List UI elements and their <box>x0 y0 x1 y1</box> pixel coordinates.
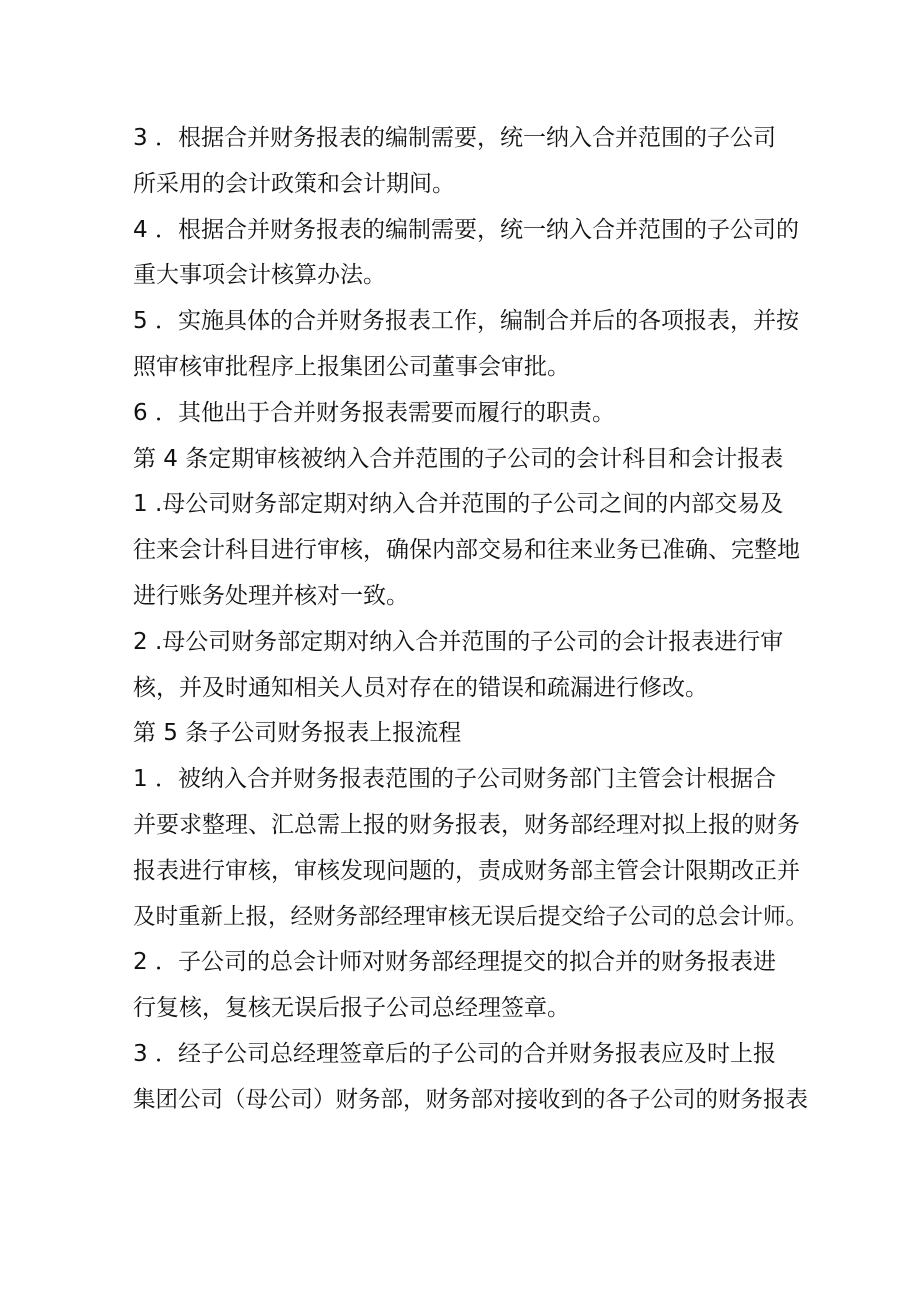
paragraph-line: 行复核，复核无误后报子公司总经理签章。 <box>133 995 570 1022</box>
paragraph-line: 及时重新上报，经财务部经理审核无误后提交给子公司的总会计师。 <box>133 903 809 930</box>
document-body <box>133 116 809 1124</box>
paragraph-line: 4 ．根据合并财务报表的编制需要，统一纳入合并范围的子公司的 <box>133 216 799 243</box>
paragraph-line: 照审核审批程序上报集团公司董事会审批。 <box>133 353 570 380</box>
paragraph-line: 进行账务处理并核对一致。 <box>133 582 409 609</box>
paragraph-line: 报表进行审核，审核发现问题的，责成财务部主管会计限期改正并 <box>133 857 800 884</box>
paragraph-line: 6 ．其他出于合并财务报表需要而履行的职责。 <box>133 399 615 426</box>
paragraph-line: 3 ．经子公司总经理签章后的子公司的合并财务报表应及时上报 <box>133 1040 776 1067</box>
section-heading: 第 4 条定期审核被纳入合并范围的子公司的会计科目和会计报表 <box>133 445 784 472</box>
section-heading: 第 5 条子公司财务报表上报流程 <box>133 720 462 747</box>
paragraph-line: 5 ．实施具体的合并财务报表工作，编制合并后的各项报表，并按 <box>133 308 799 335</box>
paragraph-line: 2 ．子公司的总会计师对财务部经理提交的拟合并的财务报表进 <box>133 949 776 976</box>
paragraph-line: 3 ．根据合并财务报表的编制需要，统一纳入合并范围的子公司 <box>133 125 776 151</box>
paragraph-line: 集团公司（母公司）财务部，财务部对接收到的各子公司的财务报表 <box>133 1086 809 1113</box>
paragraph-line: 所采用的会计政策和会计期间。 <box>133 170 455 197</box>
paragraph-line: 往来会计科目进行审核，确保内部交易和往来业务已准确、完整地 <box>133 537 800 564</box>
paragraph-line: 1 ．被纳入合并财务报表范围的子公司财务部门主管会计根据合 <box>133 766 776 793</box>
paragraph-line: 2 .母公司财务部定期对纳入合并范围的子公司的会计报表进行审 <box>133 628 784 655</box>
paragraph-line: 并要求整理、汇总需上报的财务报表，财务部经理对拟上报的财务 <box>133 811 800 838</box>
paragraph-line: 1 .母公司财务部定期对纳入合并范围的子公司之间的内部交易及 <box>133 491 784 518</box>
paragraph-line: 核，并及时通知相关人员对存在的错误和疏漏进行修改。 <box>133 674 708 701</box>
paragraph-line: 重大事项会计核算办法。 <box>133 262 386 289</box>
